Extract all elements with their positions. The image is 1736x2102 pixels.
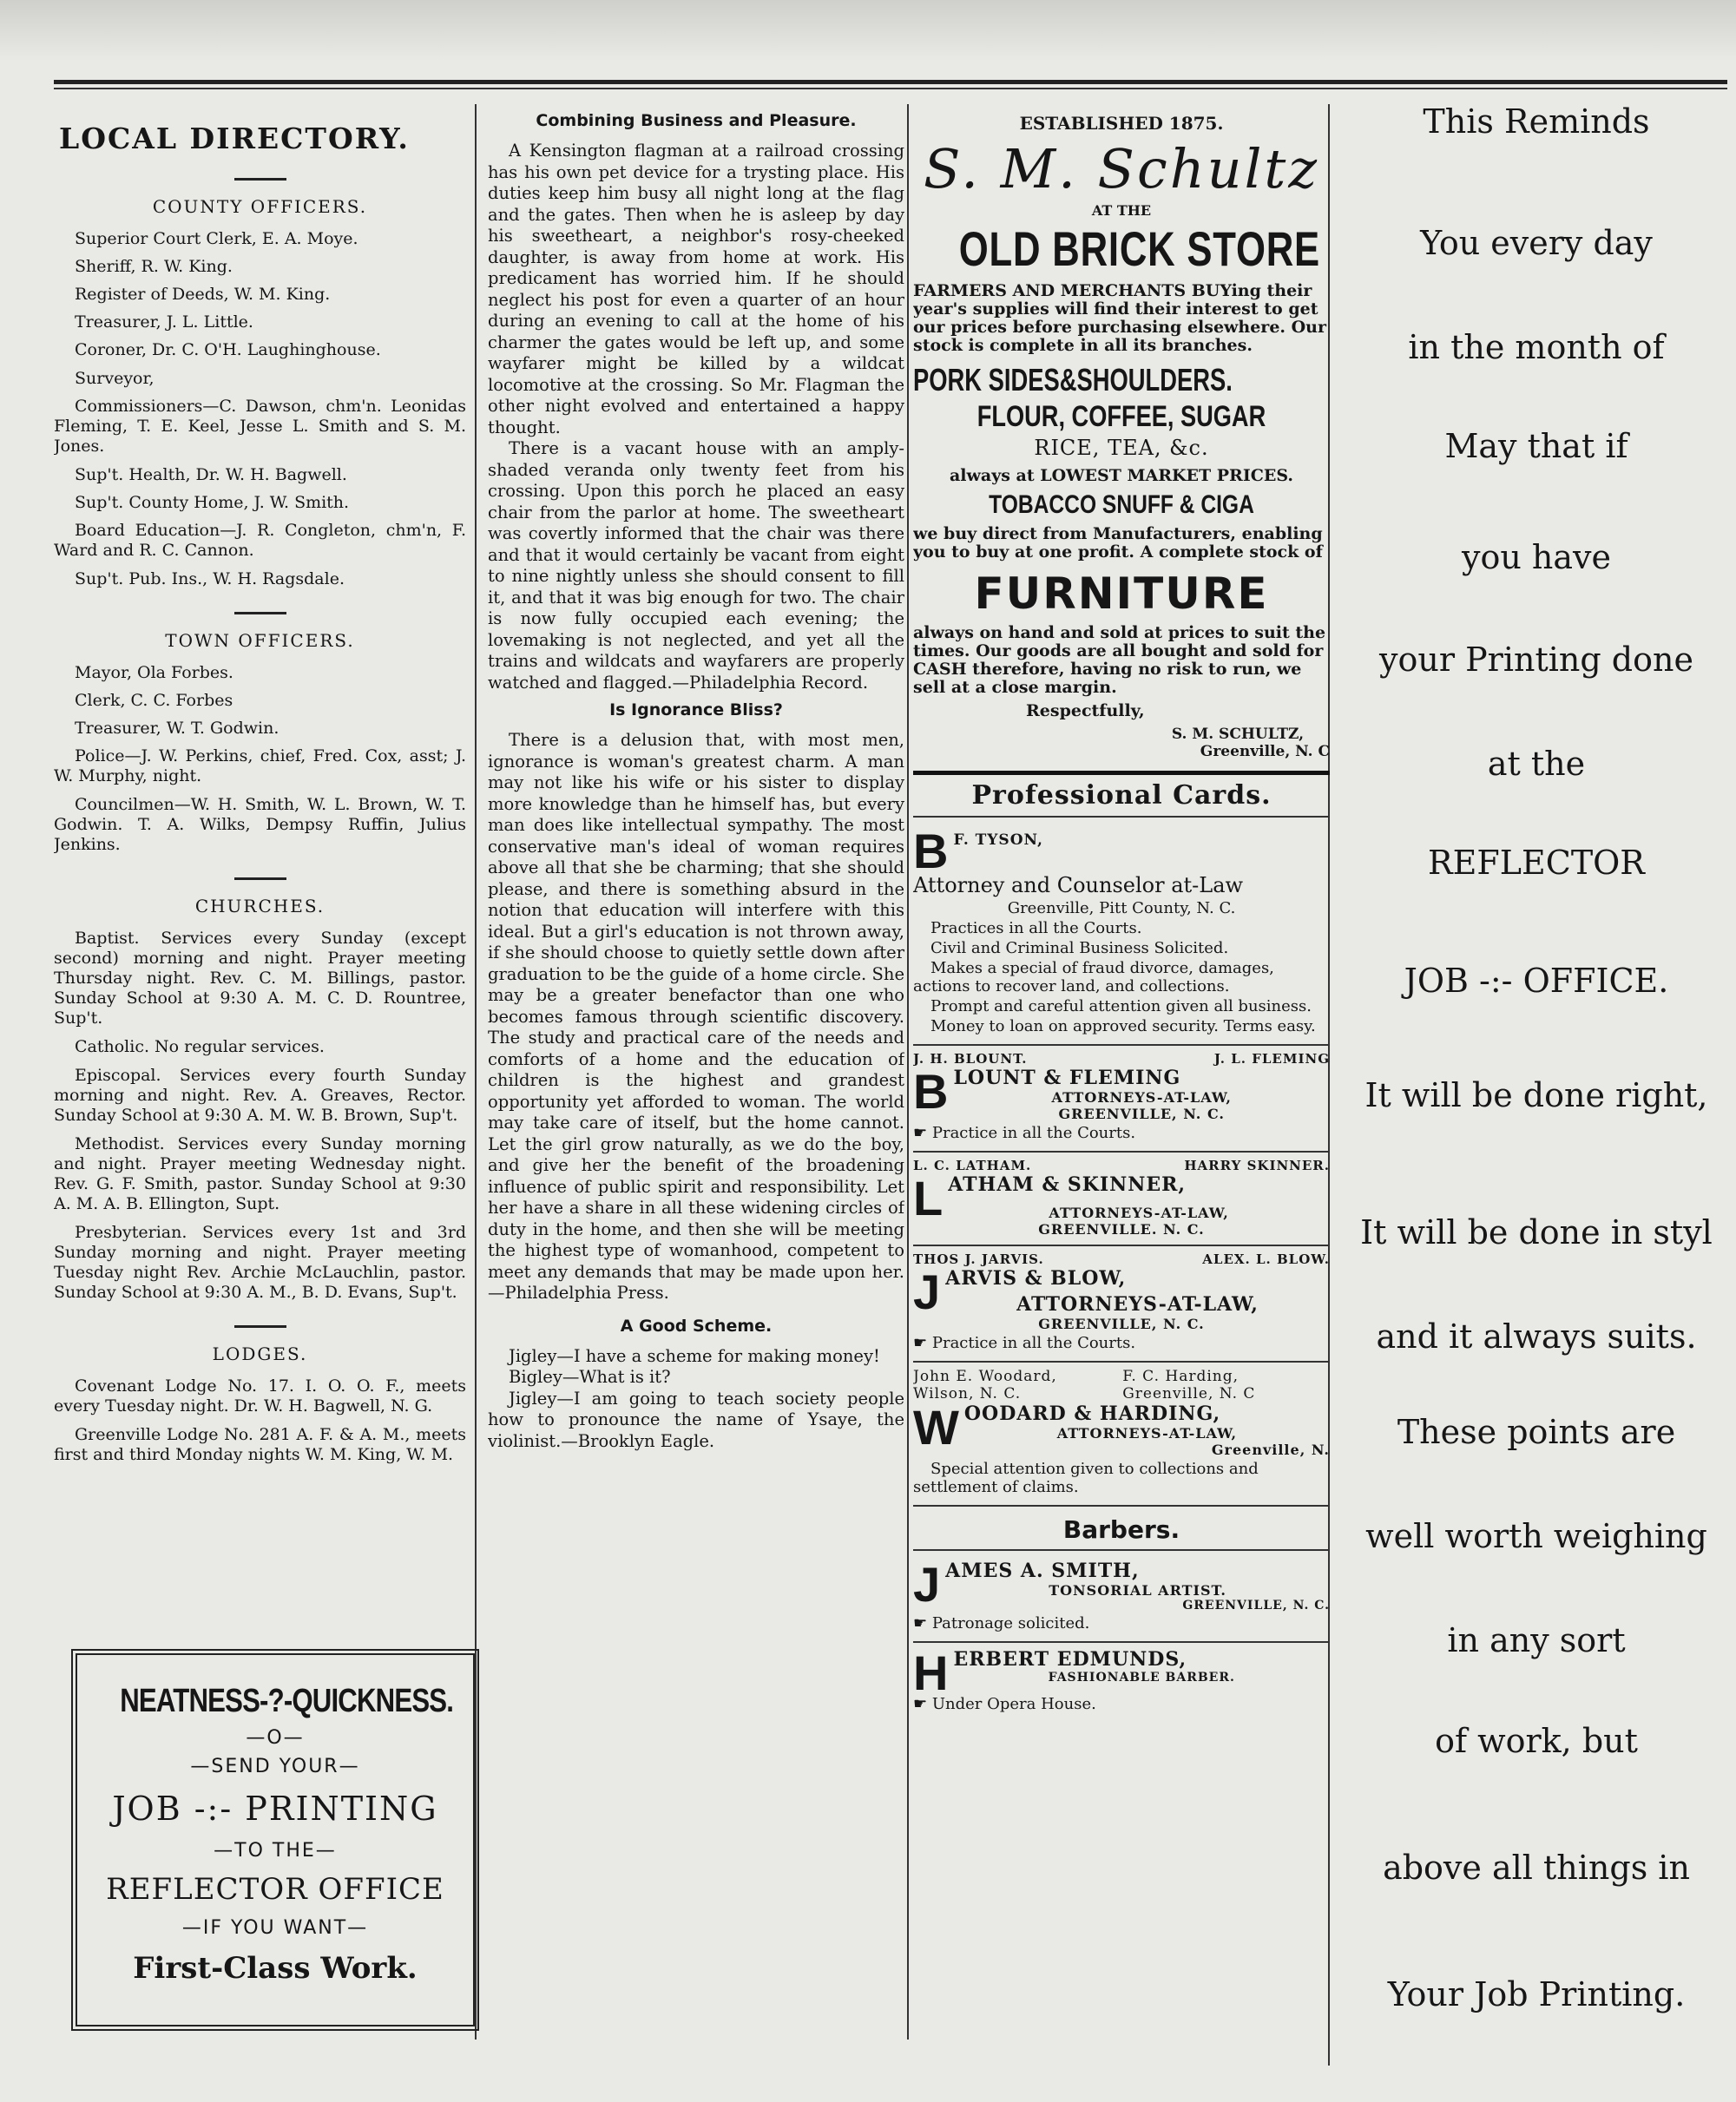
town-officers-heading: TOWN OFFICERS. <box>165 630 355 651</box>
card-place: GREENVILLE, N. C. <box>1058 1106 1225 1122</box>
card-sub: ATTORNEYS-AT-LAW, <box>1056 1425 1238 1442</box>
directory-entry: Episcopal. Services every fourth Sunday morning and night. Rev. A. Greaves, Rector. Sunday School at 9:30 A. M. W. B. Brown, Sup't. <box>54 1066 466 1125</box>
drop-cap: B <box>913 824 949 878</box>
drop-cap: J <box>913 1557 941 1612</box>
latham-skinner-card <box>913 1153 1330 1246</box>
old-brick-store-title: OLD BRICK STORE <box>958 221 1320 276</box>
card-place: Greenville, N. <box>1211 1442 1330 1458</box>
article-paragraph: Bigley—What is it? <box>509 1367 671 1387</box>
reminder-line: You every day <box>1420 224 1653 262</box>
reminder-line: in any sort <box>1447 1621 1626 1659</box>
partner-right: F. C. Harding, Greenville, N. C <box>1122 1368 1256 1402</box>
lodges-heading: LODGES. <box>212 1343 308 1364</box>
schultz-signature: S. M. SCHULTZ, <box>1171 726 1304 743</box>
article-paragraph: There is a vacant house with an amply-shaded veranda only twenty feet from his crossing. Upon this porch he placed an easy chair from the parlor at home. The sweetheart was covertly informed that the chair was there and that it would certainly be vacant from eight to nine nightly unless she should consent to fill it, and that it was big enough for two. The chair is now fully occupied each evening; the lovemaking is not neglected, and yet all the trains and wildcats and wayfarers are properly watched and flagged.—Philadelphia Record. <box>488 438 904 693</box>
divider <box>913 816 1330 818</box>
established-line: ESTABLISHED 1875. <box>1019 113 1224 134</box>
directory-entry: Clerk, C. C. Forbes <box>75 691 233 710</box>
herbert-edmunds-card <box>913 1643 1330 1722</box>
directory-entry: Baptist. Services every Sunday (except second) morning and night. Prayer meeting Thursday night. Rev. C. M. Billings, pastor. Sunday School at 9:30 A. M. C. D. Rountree, Sup't. <box>54 929 466 1028</box>
directory-entry: Greenville Lodge No. 281 A. F. & A. M., meets first and third Monday nights W. M. King, W. M. <box>54 1425 466 1464</box>
professional-cards-heading: Professional Cards. <box>971 780 1272 811</box>
furniture-headline: FURNITURE <box>974 568 1269 619</box>
article-paragraph: Jigley—I am going to teach society people how to pronounce the name of Ysaye, the violinist.—Brooklyn Eagle. <box>488 1388 904 1451</box>
card-note: ☛ Patronage solicited. <box>913 1614 1090 1632</box>
divider <box>234 612 286 614</box>
card-name: ATHAM & SKINNER, <box>948 1173 1187 1196</box>
card-name: AMES A. SMITH, <box>945 1560 1140 1582</box>
partner-left: THOS J. JARVIS. <box>913 1251 1044 1267</box>
card-note: ☛ Practice in all the Courts. <box>913 1124 1136 1142</box>
reminder-line: you have <box>1462 538 1611 576</box>
card-line: Civil and Criminal Business Solicited. <box>930 939 1229 957</box>
blount-fleming-card <box>913 1046 1330 1153</box>
reminder-line: in the month of <box>1408 328 1665 366</box>
directory-entry: Sheriff, R. W. King. <box>75 257 233 276</box>
directory-entry: Superior Court Clerk, E. A. Moye. <box>75 229 358 248</box>
ad-text: —SEND YOUR— <box>190 1756 360 1777</box>
schultz-logo: S. M. Schultz <box>923 137 1320 200</box>
reminder-line: at the <box>1487 745 1586 783</box>
directory-entry: Covenant Lodge No. 17. I. O. O. F., meets every Tuesday night. Dr. W. H. Bagwell, N. G. <box>54 1376 466 1416</box>
directory-entry: Mayor, Ola Forbes. <box>75 663 233 682</box>
reminder-line: above all things in <box>1383 1849 1690 1887</box>
divider <box>234 178 286 181</box>
schultz-intro: FARMERS AND MERCHANTS BUYing their year's supplies will find their interest to get our prices before purchasing elsewhere. Our stock is complete in all its branches. <box>913 281 1327 355</box>
directory-entry: Commissioners—C. Dawson, chm'n. Leonidas Fleming, T. E. Keel, Jesse L. Smith and S. M. Jones. <box>54 397 466 456</box>
card-name: ARVIS & BLOW, <box>945 1267 1127 1290</box>
card-line: Greenville, Pitt County, N. C. <box>1007 899 1236 917</box>
card-partners <box>913 1251 1330 1267</box>
county-officers-heading: COUNTY OFFICERS. <box>152 196 368 217</box>
direct-line: we buy direct from Manufacturers, enabling you to buy at one profit. A complete stock of <box>913 524 1323 562</box>
reminder-line: These points are <box>1397 1413 1676 1451</box>
pork-line: PORK SIDES&SHOULDERS. <box>913 362 1233 397</box>
reminder-line: of work, but <box>1435 1722 1638 1760</box>
card-note: ☛ Practice in all the Courts. <box>913 1334 1136 1352</box>
reminder-line: REFLECTOR <box>1428 844 1645 882</box>
prices-line: always at LOWEST MARKET PRICES. <box>950 466 1293 485</box>
directory-entry: Sup't. County Home, J. W. Smith. <box>75 493 350 512</box>
article-title: Is Ignorance Bliss? <box>609 700 783 719</box>
card-name: OODARD & HARDING, <box>963 1402 1221 1425</box>
directory-entry: Coroner, Dr. C. O'H. Laughinghouse. <box>75 340 381 359</box>
article-paragraph: There is a delusion that, with most men, ignorance is woman's greatest charm. A man may not like his wife or his sister to display more knowledge than he himself has, but every man does like intellectual sympathy. The most conservative man's ideal of woman requires above all that she be charming; that she should please, and there is something absurd in the notion that education will interfere with this ideal. But a girl's education is not thrown away, if she should choose to quietly settle down after graduation to be the guide of a home circle. She may be a greater benefactor than one who becomes famous through scientific discovery. The study and practical care of the needs and comforts of a home and the education of children is the highest and grandest opportunity yet afforded to woman. The world may take care of itself, but the home cannot. Let the girl grow naturally, as we do the boy, and give her the benefit of the broadening influence of public spirit and responsibility. Let her have a share in all these widening circles of duty in the home, and then she will be meeting the highest type of womanhood, competent to meet any demands that may be made upon her.—Philadelphia Press. <box>488 730 904 1303</box>
ad-first-class: First-Class Work. <box>133 1951 418 1986</box>
partner-left: J. H. BLOUNT. <box>913 1051 1028 1067</box>
directory-entry: Methodist. Services every Sunday morning and night. Prayer meeting Wednesday night. Rev. G. F. Smith, pastor. Sunday School at 9:30 A. M. A. B. Ellington, Supt. <box>54 1134 466 1213</box>
reminder-line: well worth weighing <box>1365 1517 1707 1555</box>
card-partners <box>913 1158 1330 1173</box>
directory-entry: Police—J. W. Perkins, chief, Fred. Cox, asst; J. W. Murphy, night. <box>54 746 466 785</box>
card-line: Money to loan on approved security. Terms easy. <box>930 1017 1316 1035</box>
reminder-line: JOB -:- OFFICE. <box>1404 962 1669 1000</box>
reflector-office-ad <box>71 1649 479 2031</box>
partner-left: L. C. LATHAM. <box>913 1158 1032 1173</box>
partner-right: J. L. FLEMING <box>1213 1051 1330 1067</box>
reminder-line: and it always suits. <box>1376 1317 1697 1356</box>
divider <box>234 877 286 880</box>
rice-line: RICE, TEA, &c. <box>1034 436 1209 460</box>
reminder-line: May that if <box>1444 427 1628 465</box>
ad-ornament: —O— <box>246 1727 305 1749</box>
respectfully: Respectfully, <box>1026 701 1145 720</box>
james-smith-card <box>913 1554 1330 1643</box>
ad-headline: NEATNESS-?-QUICKNESS. <box>120 1683 454 1719</box>
divider <box>913 1549 1330 1551</box>
ad-text: —IF YOU WANT— <box>181 1917 369 1939</box>
card-line: Practices in all the Courts. <box>930 919 1142 937</box>
reminder-line: It will be done in styl <box>1360 1213 1713 1251</box>
ads-column <box>913 104 1330 2067</box>
card-title: Attorney and Counselor at-Law <box>913 873 1244 897</box>
reminder-line: This Reminds <box>1423 102 1650 141</box>
card-line: Makes a special of fraud divorce, damages, actions to recover land, and collections. <box>913 959 1274 995</box>
flour-line: FLOUR, COFFEE, SUGAR <box>976 400 1266 433</box>
directory-entry: Surveyor, <box>75 369 155 388</box>
at-the-label: AT THE <box>1091 202 1152 219</box>
furniture-text: always on hand and sold at prices to suit the times. Our goods are all bought and sold for CASH therefore, having no risk to run, we sell at a close margin. <box>913 623 1326 697</box>
schultz-place: Greenville, N. C <box>1200 743 1330 760</box>
ad-text: —TO THE— <box>214 1840 337 1862</box>
card-sub: TONSORIAL ARTIST. <box>1049 1582 1226 1599</box>
partner-left: John E. Woodard, Wilson, N. C. <box>913 1368 1057 1402</box>
partner-right: ALEX. L. BLOW. <box>1202 1251 1330 1267</box>
articles-column <box>488 104 904 2067</box>
drop-cap: J <box>913 1264 941 1319</box>
ad-job-printing: JOB -:- PRINTING <box>112 1790 438 1828</box>
card-sub: ATTORNEYS-AT-LAW, <box>1016 1293 1259 1316</box>
card-place: GREENVILLE, N. C. <box>1038 1316 1205 1332</box>
card-note: Special attention given to collections and settlement of claims. <box>913 1460 1259 1496</box>
card-line: Prompt and careful attention given all business. <box>930 997 1312 1015</box>
directory-entry: Presbyterian. Services every 1st and 3rd Sunday morning and night. Prayer meeting Tuesday night Rev. Archie McLauchlin, pastor. Sunday School at 9:30 A. M., B. D. Evans, Sup't. <box>54 1223 466 1302</box>
card-name: ERBERT EDMUNDS, <box>953 1648 1187 1671</box>
card-place: GREENVILLE, N. C. <box>1182 1599 1330 1613</box>
directory-entry: Register of Deeds, W. M. King. <box>75 285 331 304</box>
partner-right: HARRY SKINNER. <box>1184 1158 1330 1173</box>
article-title: A Good Scheme. <box>620 1316 773 1336</box>
jarvis-blow-card <box>913 1246 1330 1363</box>
directory-entry: Treasurer, W. T. Godwin. <box>75 719 279 738</box>
article-title: Combining Business and Pleasure. <box>536 111 857 130</box>
directory-entry: Sup't. Health, Dr. W. H. Bagwell. <box>75 465 347 484</box>
reminder-line: It will be done right, <box>1364 1076 1708 1114</box>
card-place: GREENVILLE. N. C. <box>1038 1221 1205 1238</box>
drop-cap: B <box>913 1064 949 1119</box>
reminder-line: Your Job Printing. <box>1387 1975 1686 2013</box>
ad-reflector-office: REFLECTOR OFFICE <box>106 1872 444 1907</box>
directory-entry: Councilmen—W. H. Smith, W. L. Brown, W. T. Godwin. T. A. Wilks, Dempsy Ruffin, Julius Jenkins. <box>54 795 466 854</box>
directory-entry: Board Education—J. R. Congleton, chm'n, F. Ward and R. C. Cannon. <box>54 521 466 560</box>
directory-entry: Sup't. Pub. Ins., W. H. Ragsdale. <box>75 569 345 588</box>
card-sub: ATTORNEYS-AT-LAW, <box>1051 1089 1232 1106</box>
card-name: LOUNT & FLEMING <box>953 1067 1181 1089</box>
divider <box>913 771 1330 775</box>
card-partners <box>913 1368 1330 1402</box>
drop-cap: W <box>913 1400 959 1455</box>
article-paragraph: A Kensington flagman at a railroad crossing has his own pet device for a trysting place. His duties keep him busy all night long at the flag and the gates. Then when he is asleep by day his sweetheart, a neighbor's rosy-cheeked daughter, is away from home at work. His predicament has worried him. If he should neglect his post for even a quarter of an hour during an evening to call at the home of his charmer the gates would be left up, and some wayfarer might be killed by a wildcat locomotive at the crossing. So Mr. Flagman the other night evolved and entertained a happy thought. <box>488 141 904 437</box>
reminder-column <box>1337 0 1736 2102</box>
barbers-heading: Barbers. <box>1062 1515 1180 1544</box>
tyson-card <box>913 821 1330 1046</box>
column-divider <box>907 104 909 2040</box>
article-paragraph: Jigley—I have a scheme for making money! <box>509 1345 880 1366</box>
card-name: F. TYSON, <box>953 831 1043 849</box>
divider <box>234 1325 286 1328</box>
churches-heading: CHURCHES. <box>194 896 326 916</box>
tobacco-line: TOBACCO SNUFF & CIGA <box>989 490 1254 519</box>
drop-cap: H <box>913 1645 949 1700</box>
card-sub: ATTORNEYS-AT-LAW, <box>1049 1205 1229 1221</box>
drop-cap: L <box>913 1171 944 1225</box>
card-partners <box>913 1051 1330 1067</box>
reminder-line: your Printing done <box>1379 640 1693 679</box>
directory-entry: Catholic. No regular services. <box>75 1037 325 1056</box>
card-note: ☛ Under Opera House. <box>913 1695 1096 1713</box>
directory-title: LOCAL DIRECTORY. <box>59 122 410 155</box>
card-sub: FASHIONABLE BARBER. <box>1048 1671 1235 1685</box>
woodard-harding-card <box>913 1363 1330 1507</box>
directory-entry: Treasurer, J. L. Little. <box>75 312 253 332</box>
